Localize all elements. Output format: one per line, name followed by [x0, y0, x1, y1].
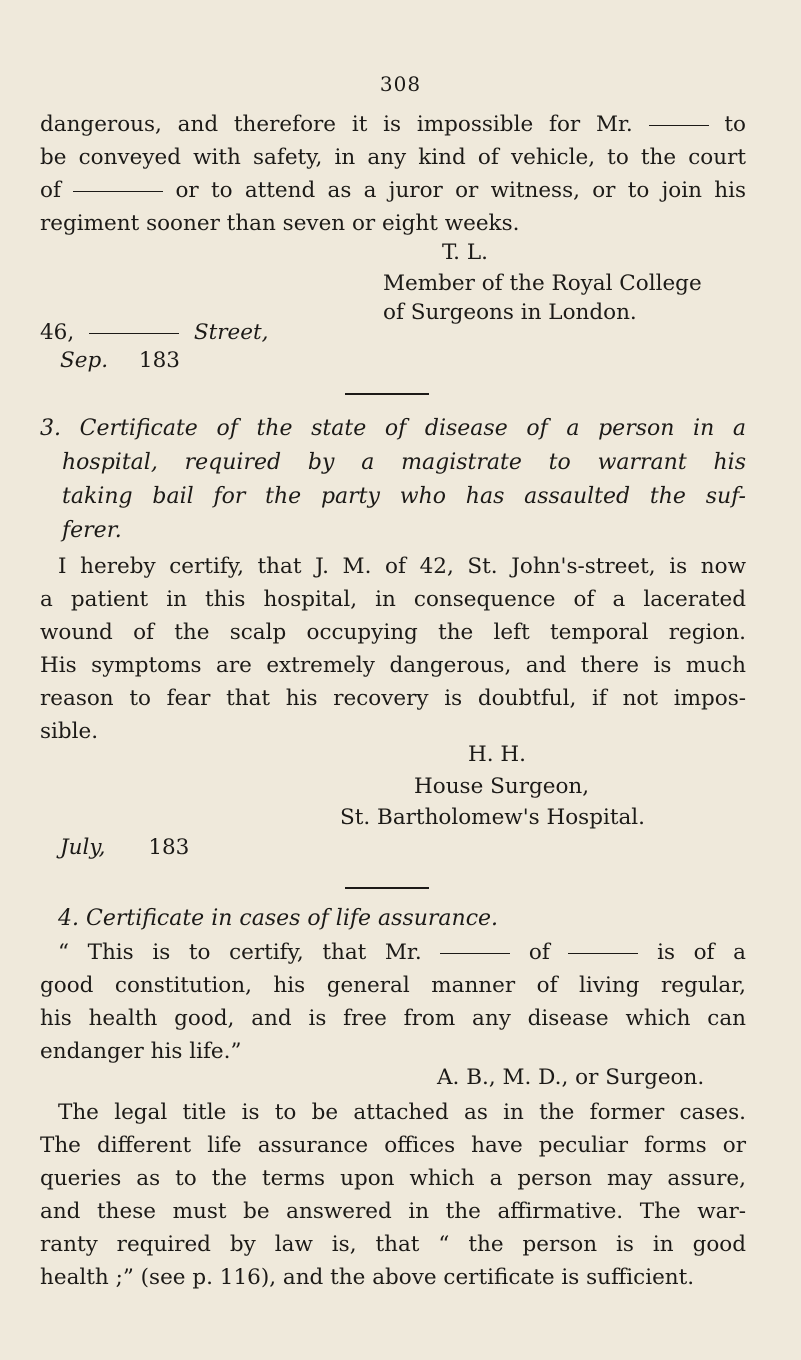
section-4-body	[40, 1096, 746, 1294]
address-line: 46, Street,	[40, 320, 269, 345]
signature: A. B., M. D., or Surgeon.	[437, 1065, 705, 1090]
blank-dash	[649, 125, 709, 126]
section-divider	[345, 393, 429, 395]
heading-line: 3. Certificate of the state of disease of a person in a	[40, 416, 746, 441]
signature-title: House Surgeon,	[414, 774, 590, 799]
text-line: His symptoms are extremely dangerous, and there is much	[40, 653, 746, 678]
signature-initials: H. H.	[468, 742, 527, 767]
blank-dash	[89, 333, 179, 334]
text-line: of or to attend as a juror or witness, or to join his	[40, 178, 746, 203]
text-line: a patient in this hospital, in consequence of a lacerated	[40, 587, 746, 612]
section-3-heading	[40, 412, 746, 548]
text-line: sible.	[40, 719, 99, 744]
signature-title: Member of the Royal College	[383, 271, 702, 296]
text-line: regiment sooner than seven or eight weeks.	[40, 211, 520, 236]
text-line: “ This is to certify, that Mr. of is of a	[58, 940, 746, 965]
heading-line: ferer.	[62, 518, 122, 543]
text-line: I hereby certify, that J. M. of 42, St. John's-street, is now	[58, 554, 746, 579]
text-line: The different life assurance offices have peculiar forms or	[40, 1133, 746, 1158]
text-line: be conveyed with safety, in any kind of vehicle, to the court	[40, 145, 746, 170]
date-line: July, 183	[60, 835, 190, 860]
text-line: good constitution, his general manner of living regular,	[40, 973, 746, 998]
text-line: and these must be answered in the affirmative. The war-	[40, 1199, 746, 1224]
page-number: 308	[379, 72, 422, 96]
signature-initials: T. L.	[442, 240, 488, 265]
opening-paragraph	[40, 108, 746, 240]
text-line: his health good, and is free from any disease which can	[40, 1006, 746, 1031]
text-line: The legal title is to be attached as in the former cases.	[58, 1100, 746, 1125]
text-line: ranty required by law is, that “ the person is in good	[40, 1232, 746, 1257]
text-line: health ;” (see p. 116), and the above certificate is sufficient.	[40, 1265, 695, 1290]
section-4-quote	[40, 936, 746, 1068]
section-3-body	[40, 550, 746, 748]
date-line: Sep. 183	[60, 348, 180, 373]
heading-line: hospital, required by a magistrate to warrant his	[62, 450, 746, 475]
heading-line: taking bail for the party who has assaulted the suf-	[62, 484, 746, 509]
signature-title: St. Bartholomew's Hospital.	[340, 805, 646, 830]
text-line: endanger his life.”	[40, 1039, 242, 1064]
signature-title: of Surgeons in London.	[383, 300, 637, 325]
section-divider	[345, 887, 429, 889]
text-line: reason to fear that his recovery is doubtful, if not impos-	[40, 686, 746, 711]
text-line: queries as to the terms upon which a person may assure,	[40, 1166, 746, 1191]
text-line: dangerous, and therefore it is impossible for Mr. to	[40, 112, 746, 137]
blank-dash	[568, 953, 638, 954]
section-4-heading: 4. Certificate in cases of life assurance.	[58, 906, 499, 931]
text-line: wound of the scalp occupying the left temporal region.	[40, 620, 746, 645]
blank-dash	[440, 953, 510, 954]
blank-dash	[73, 191, 163, 192]
